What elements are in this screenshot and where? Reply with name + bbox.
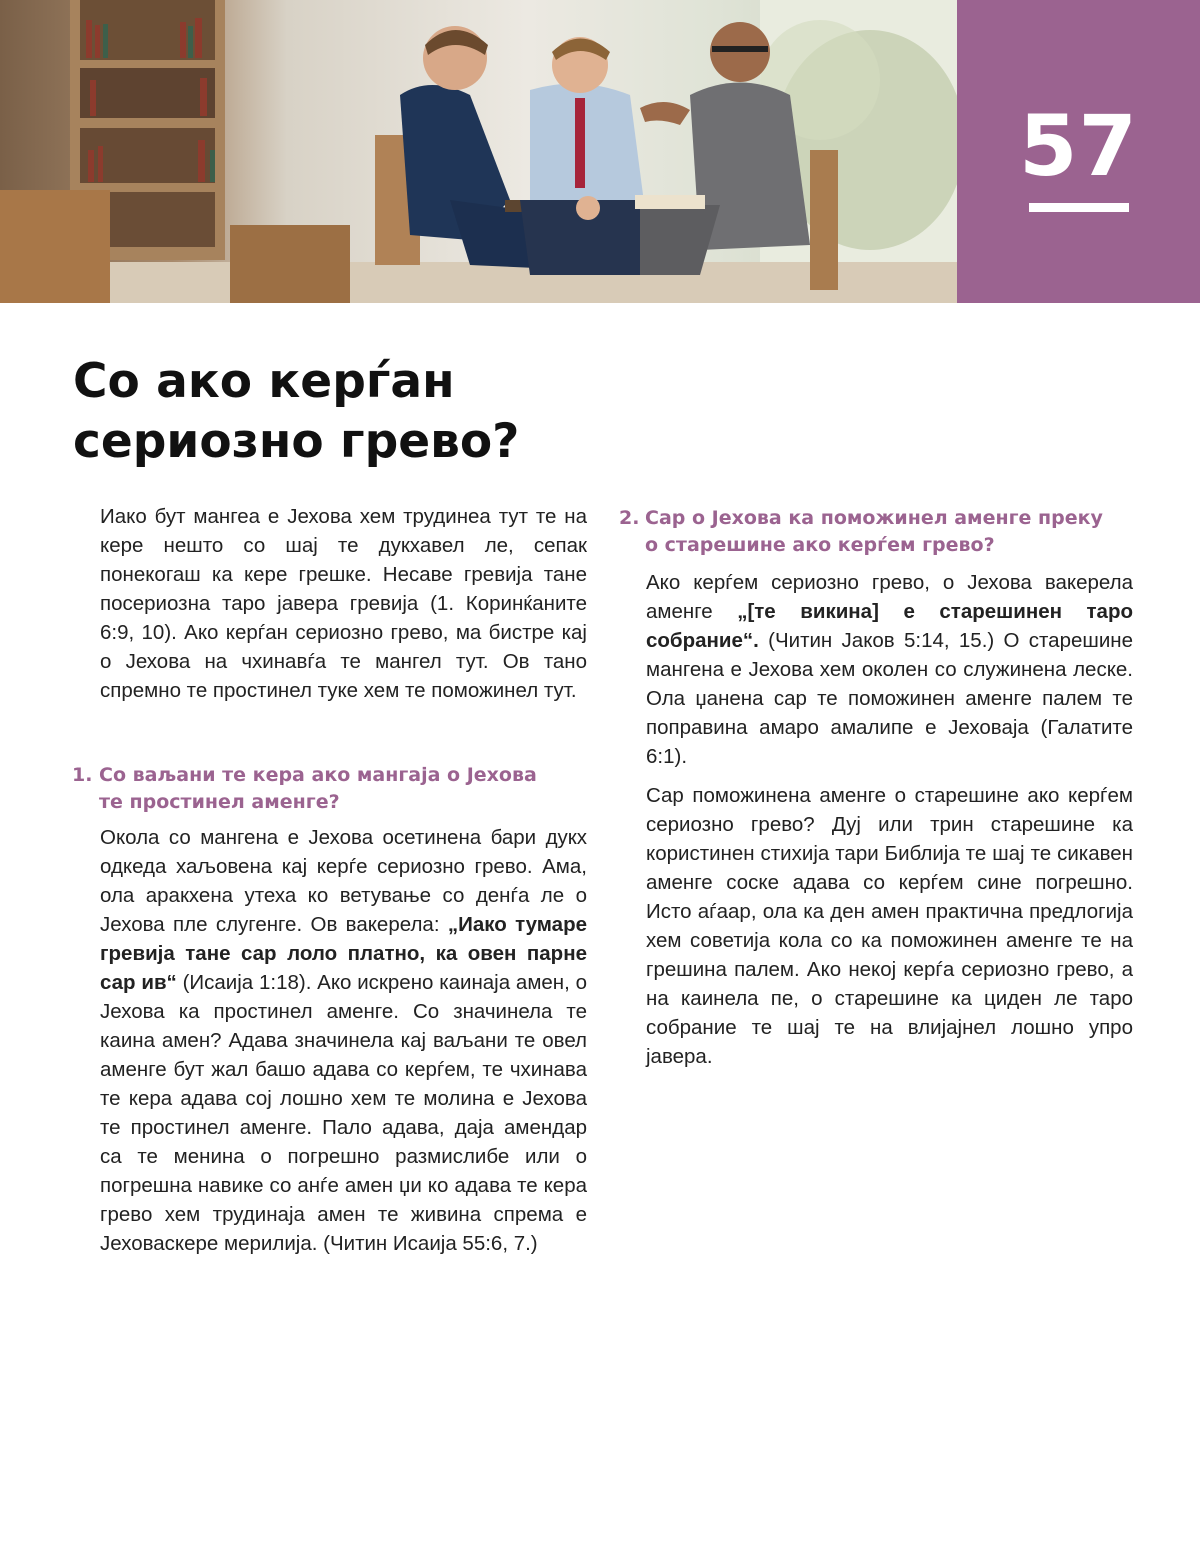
hero-illustration (0, 0, 957, 303)
paragraph-text: Ако керѓем сериозно грево, о Јехова вакерела аменге (646, 571, 1133, 623)
left-column (100, 502, 587, 733)
question-heading-1 (72, 762, 559, 816)
lesson-number-box (957, 0, 1200, 303)
lesson-number: 57 (1019, 97, 1138, 195)
question-heading-2 (619, 505, 1115, 559)
section-2-paragraph-1 (646, 568, 1133, 771)
section-2-body (646, 568, 1133, 1071)
chair-foreground (0, 190, 110, 303)
section-1-paragraph (100, 823, 587, 1258)
paragraph-text: Окола со мангена е Јехова осетинена бари дукх одкеда хаљовена кај керѓе сериозно грево. Ама, ола аракхена утеха ко ветување со денѓа ле о Јехова пле слугенге. Ов вакерела: (100, 826, 587, 936)
intro-paragraph: Иако бут мангеа е Јехова хем трудинеа тут те на кере нешто со шај те дукхавел ле, сепак понекогаш ка кере грешке. Несаве гревија тане посериозна таро јавера гревија (1. Коринќаните 6:9, 10). Ако керѓан сериозно грево, ма бистре кај о Јехова на чхинавѓа те мангел тут. Ов тано спремно те простинел туке хем те поможинел тут. (100, 505, 587, 702)
question-text: Со ваљани те кера ако мангаја о Јехова те простинел аменге? (99, 764, 537, 813)
number-underline (1029, 203, 1129, 212)
page-title: Со ако керѓан сериозно грево? (73, 354, 520, 469)
section-2-paragraph-2: Сар поможинена аменге о старешине ако керѓем сериозно грево? Дуј или трин старешине ка користинен стихија тари Библија те шај те сикавен аменге соске адава со керѓем сине погрешно. Исто аѓаар, ола ка ден амен практична предлогија хем советија кола со ка поможинен аменге те на грешина палем. Ако некој керѓа сериозно грево, а на каинела пе, о старешине ка циден ле таро собрание те шај те на влијајнел лошно упро јавера. (646, 784, 1133, 1068)
scripture-quote: „[те викина] е старешинен таро собрание“. (646, 600, 1134, 652)
shelf-row (80, 68, 215, 118)
shelf-row (80, 0, 215, 60)
scripture-quote: „Иако тумаре гревија тане сар лоло платно, ка овен парне сар ив“ (100, 913, 587, 994)
paragraph-text: (Читин Јаков 5:14, 15.) О старешине мангена е Јехова хем околен со служинена леске. Ола џанена сар те поможинен аменге палем те поправина амаро амалипе е Јеховаја (Галатите 6:1). (646, 629, 1133, 768)
person-middle (520, 37, 650, 275)
hero-photo (0, 0, 957, 303)
question-text: Сар о Јехова ка поможинел аменге преку о старешине ако керѓем грево? (645, 507, 1103, 556)
paragraph-text: (Исаија 1:18). Ако искрено каинаја амен, о Јехова ка простинел аменге. Со значинела те каина амен? Адава значинела кај ваљани те овел аменге бут жал башо адава со керѓем, те чхинава те кера адава сој лошно хем те молина е Јехова те простинел аменге. Пало адава, даја амендар са те менина о погрешно размислибе или о погрешна навике со анѓе амен џи ко адава те кера грево хем трудинаја амен те живина спрема е Јеховаскере мерилија. (Читин Исаија 55:6, 7.) (100, 971, 587, 1255)
question-number: 1. (72, 764, 93, 786)
question-number: 2. (619, 507, 640, 529)
section-1-body (100, 823, 587, 1258)
